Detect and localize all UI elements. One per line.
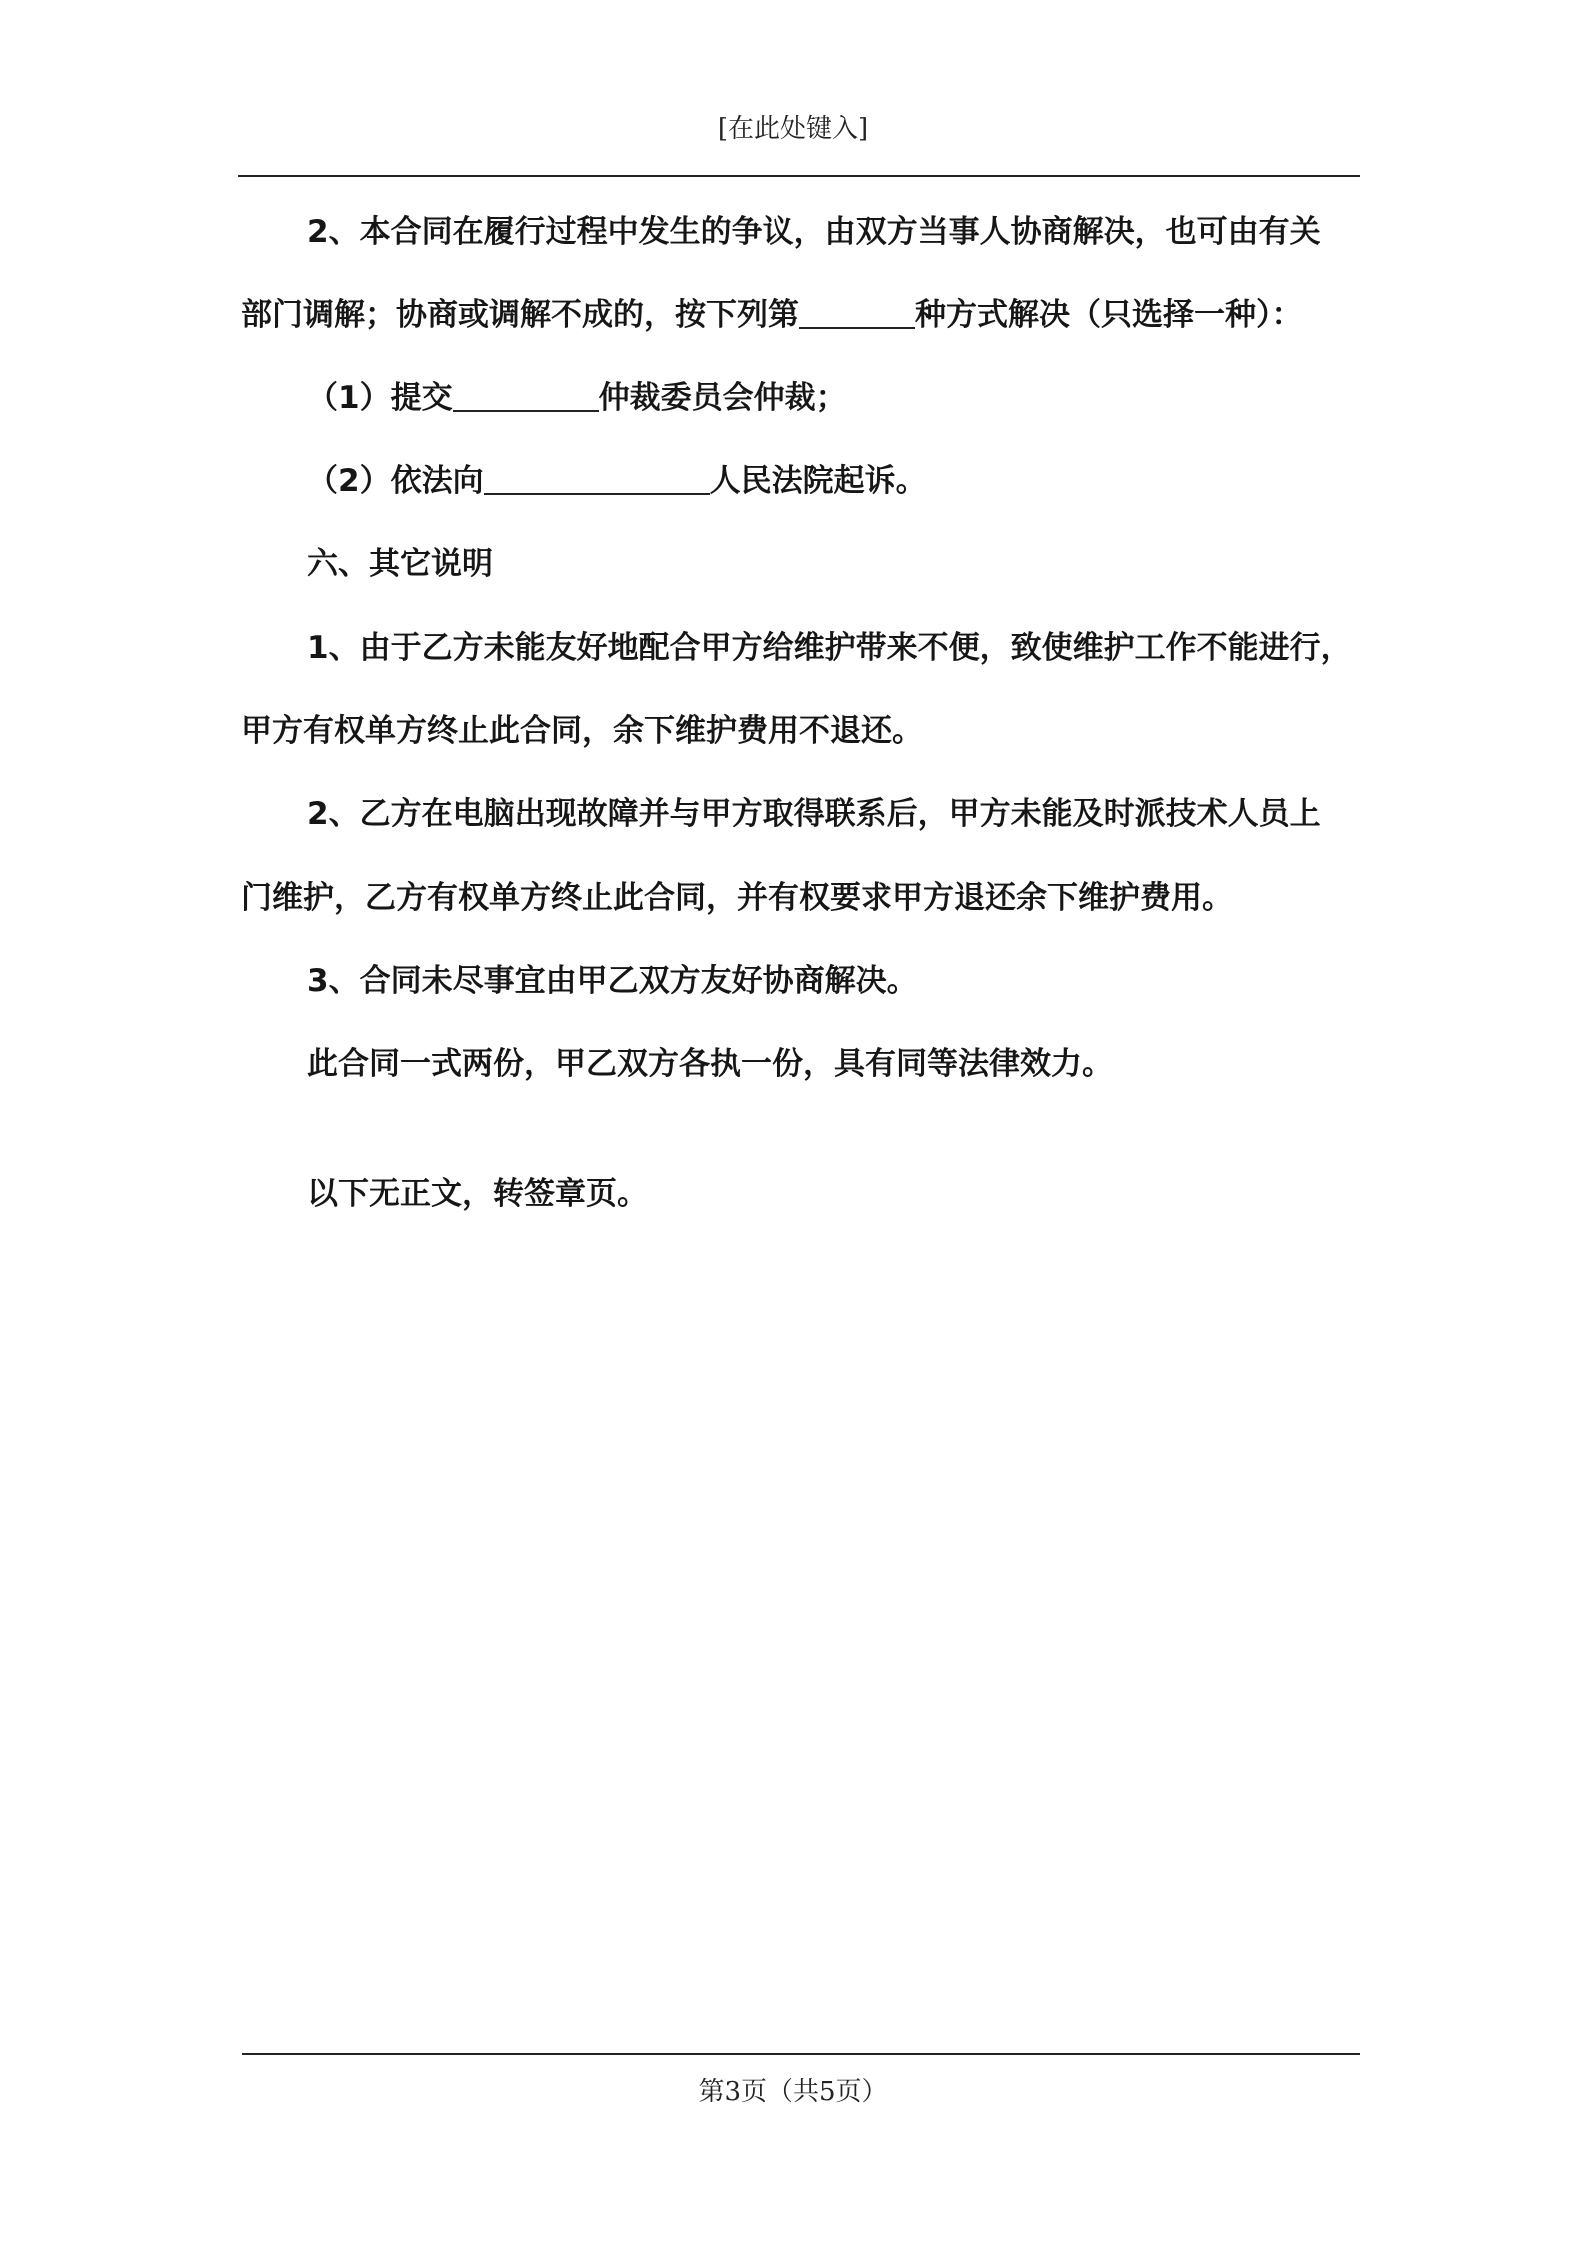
item-3: 3、合同未尽事宜由甲乙双方友好协商解决。 bbox=[307, 963, 918, 999]
option-1-label: （1）提交 bbox=[307, 380, 453, 416]
option-litigation bbox=[307, 461, 927, 501]
item-2-line-2: 门维护，乙方有权单方终止此合同，并有权要求甲方退还余下维护费用。 bbox=[241, 880, 1233, 916]
section-6-heading: 六、其它说明 bbox=[307, 546, 493, 582]
dispute-clause-text-b: 种方式解决（只选择一种）： bbox=[915, 297, 1303, 333]
option-2-text: 人民法院起诉。 bbox=[709, 463, 927, 499]
option-2-label: （2）依法向 bbox=[307, 463, 484, 499]
item-1-line-1: 1、由于乙方未能友好地配合甲方给维护带来不便，致使维护工作不能进行， bbox=[307, 630, 1352, 666]
header-rule bbox=[238, 175, 1360, 177]
dispute-clause-line-2 bbox=[241, 295, 1303, 335]
end-of-text-note: 以下无正文，转签章页。 bbox=[307, 1176, 648, 1212]
item-2-line-1: 2、乙方在电脑出现故障并与甲方取得联系后，甲方未能及时派技术人员上 bbox=[307, 796, 1321, 832]
footer-rule bbox=[242, 2053, 1360, 2055]
method-number-blank[interactable] bbox=[799, 297, 915, 329]
page-header: [在此处键入] bbox=[717, 114, 869, 144]
copies-statement: 此合同一式两份，甲乙双方各执一份，具有同等法律效力。 bbox=[307, 1046, 1113, 1082]
court-name-blank[interactable] bbox=[484, 463, 710, 495]
page-number: 第3页（共5页） bbox=[698, 2077, 888, 2107]
arbitration-commission-blank[interactable] bbox=[453, 380, 599, 412]
option-1-text: 仲裁委员会仲裁； bbox=[598, 380, 847, 416]
dispute-clause-line-1: 2、本合同在履行过程中发生的争议，由双方当事人协商解决，也可由有关 bbox=[307, 214, 1321, 250]
option-arbitration bbox=[307, 378, 847, 418]
dispute-clause-text-a: 部门调解；协商或调解不成的，按下列第 bbox=[241, 297, 799, 333]
item-1-line-2: 甲方有权单方终止此合同，余下维护费用不退还。 bbox=[241, 713, 923, 749]
